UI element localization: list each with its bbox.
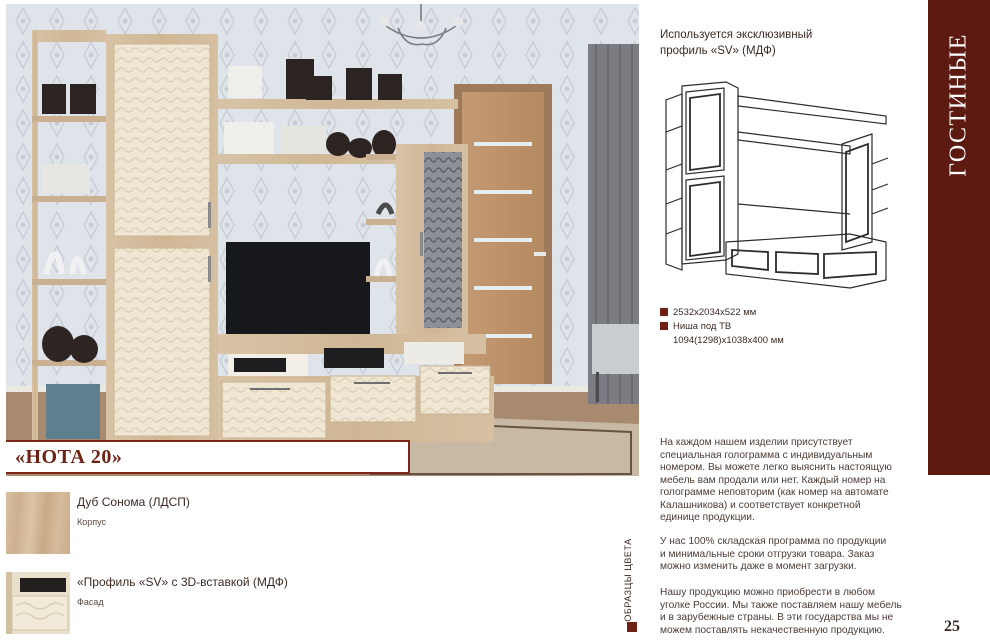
- profile-note-line: Используется эксклюзивный: [660, 29, 813, 41]
- material-role-2: Фасад: [77, 597, 104, 607]
- paragraph-delivery: Нашу продукцию можно приобрести в любом уголке России. Мы также поставляем нашу мебель и в зарубежные страны. В эти государства мы не можем поставлять некачественную продукцию.: [660, 587, 902, 636]
- product-title-box: [6, 440, 410, 474]
- product-title: «НОТА 20»: [15, 445, 123, 468]
- paragraph-stock: У нас 100% складская программа по продукции и минимальные сроки отгрузки товара. Заказ можно изменить даже в момент загрузки.: [660, 536, 887, 572]
- furniture-line-diagram: [660, 74, 896, 300]
- material-role-1: Корпус: [77, 517, 107, 527]
- product-photo: [6, 4, 639, 476]
- section-marker: [627, 622, 637, 632]
- color-samples-label: ОБРАЗЦЫ ЦВЕТА: [623, 538, 633, 622]
- dimensions-spec: [660, 306, 756, 319]
- bullet-icon: [660, 308, 668, 316]
- facade-profile-swatch: [6, 572, 70, 634]
- tv-niche-spec: [660, 320, 731, 333]
- profile-note-line: профиль «SV» (МДФ): [660, 45, 776, 57]
- facade-swatch-image: [6, 572, 70, 634]
- profile-note: [660, 27, 900, 59]
- living-room-photo: [6, 4, 639, 476]
- oak-sonoma-swatch: [6, 492, 70, 554]
- section-title: ГОСТИНЫЕ: [945, 33, 972, 177]
- dimensions-value: 2532х2034х522 мм: [673, 307, 757, 318]
- bullet-icon: [660, 322, 668, 330]
- material-name-1: Дуб Сонома (ЛДСП): [77, 495, 190, 509]
- section-band: [928, 0, 990, 475]
- tv-niche-label: Ниша под ТВ: [673, 321, 732, 332]
- wall-unit-drawing: [660, 74, 896, 300]
- paragraph-hologram: На каждом нашем изделии присутствует специальная голограмма с индивидуальным номером. Вы можете легко выяснить настоящую мебель вам продали или нет. Каждый номер на голограмме неповторим (как номер на автомате Калашникова) и соответствует конкретной единице продукции.: [660, 437, 892, 523]
- tv-niche-size: 1094(1298)х1038х400 мм: [673, 335, 784, 346]
- page-number: 25: [944, 618, 960, 635]
- material-name-2: «Профиль «SV» с 3D-вставкой (МДФ): [77, 575, 288, 589]
